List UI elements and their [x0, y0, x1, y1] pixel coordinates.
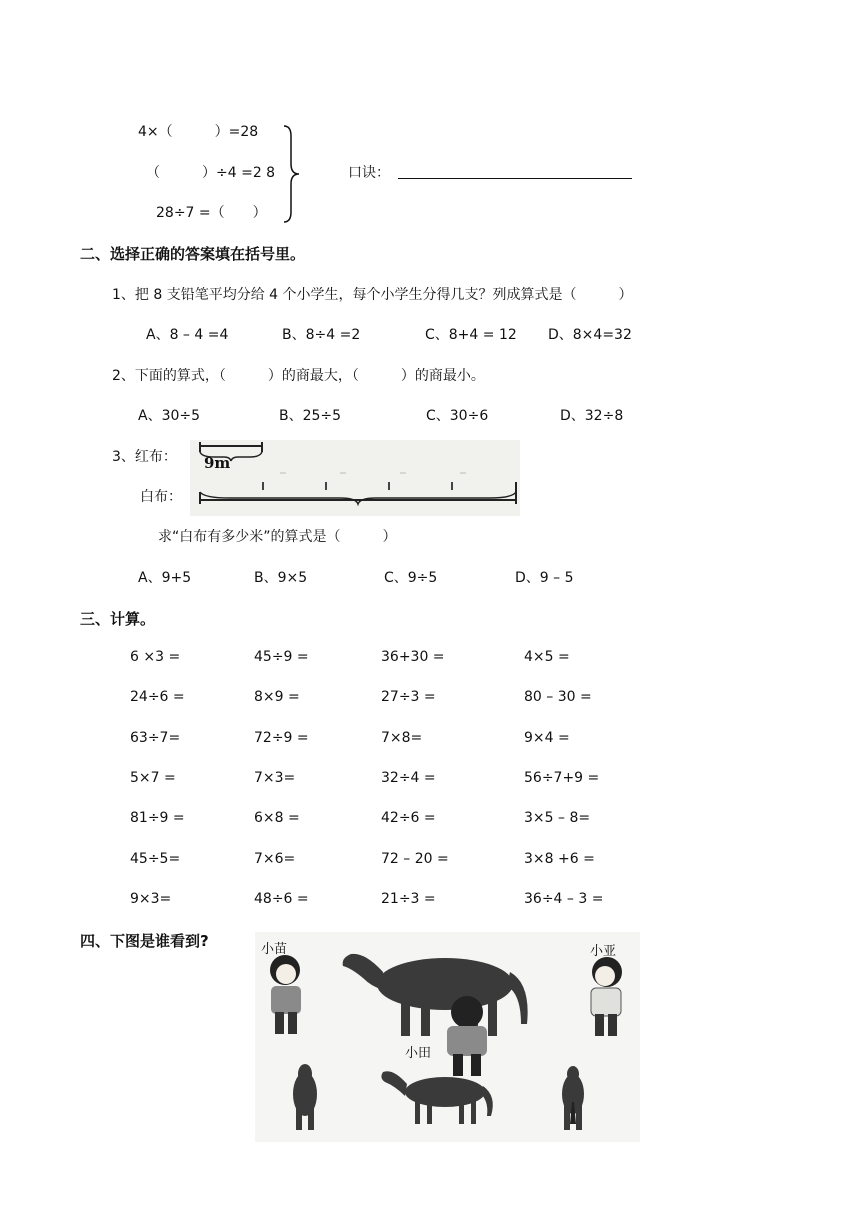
big-horse-icon [343, 954, 528, 1036]
calc-item: 56÷7+9 = [524, 770, 600, 786]
calc-item: 7×8= [381, 730, 423, 746]
calc-item: 3×8 +6 = [524, 851, 595, 867]
q2-option-b: B、25÷5 [279, 408, 342, 424]
calc-item: 24÷6 = [130, 689, 185, 705]
calc-item: 3×5 – 8= [524, 810, 591, 826]
calc-item: 81÷9 = [130, 810, 185, 826]
question-2: 2、下面的算式，（ ）的商最大，（ ）的商最小。 [112, 368, 485, 384]
q3-option-a: A、9+5 [138, 570, 192, 586]
calc-item: 5×7 = [130, 770, 176, 786]
calc-item: 27÷3 = [381, 689, 436, 705]
q1-option-d: D、8×4=32 [548, 327, 632, 343]
calc-item: 4×5 = [524, 649, 570, 665]
calc-item: 72 – 20 = [381, 851, 449, 867]
calc-item: 63÷7= [130, 730, 181, 746]
label-xiaotian: 小田 [405, 1046, 432, 1061]
calc-item: 7×6= [254, 851, 296, 867]
section-3-heading: 三、计算。 [80, 610, 156, 628]
calc-item: 32÷4 = [381, 770, 436, 786]
calc-item: 6×8 = [254, 810, 300, 826]
child-right-icon [591, 957, 622, 1036]
q3-option-d: D、9 – 5 [515, 570, 574, 586]
calc-item: 48÷6 = [254, 891, 309, 907]
question-3: 求“白布有多少米”的算式是（ ） [158, 529, 397, 545]
red-cloth-length-label: 9m [204, 454, 231, 472]
section-4-heading: 四、下图是谁看到? [80, 932, 209, 950]
calc-item: 6 ×3 = [130, 649, 181, 665]
horse-back-view-icon [562, 1066, 584, 1130]
q1-option-a: A、8 – 4 =4 [146, 327, 229, 343]
calc-item: 45÷9 = [254, 649, 309, 665]
calc-item: 72÷9 = [254, 730, 309, 746]
calc-item: 9×3= [130, 891, 172, 907]
q1-option-b: B、8÷4 =2 [282, 327, 361, 343]
horse-side-view-icon [381, 1071, 492, 1124]
koujue-label: 口诀： [348, 165, 390, 181]
calc-item: 45÷5= [130, 851, 181, 867]
calc-item: 21÷3 = [381, 891, 436, 907]
calc-item: 7×3= [254, 770, 296, 786]
question-3-prefix: 3、红布： [112, 449, 177, 465]
q2-option-c: C、30÷6 [426, 408, 489, 424]
label-xiaoya: 小亚 [590, 944, 617, 959]
calc-item: 42÷6 = [381, 810, 436, 826]
q3-option-b: B、9×5 [254, 570, 308, 586]
equation-2: （ ）÷4 =2 8 [146, 165, 276, 181]
equation-1: 4×（ ）=28 [138, 124, 259, 140]
white-cloth-label: 白布： [140, 489, 182, 505]
answer-line [398, 178, 632, 179]
calc-item: 80 – 30 = [524, 689, 592, 705]
child-left-icon [270, 955, 301, 1034]
calc-item: 8×9 = [254, 689, 300, 705]
right-brace [282, 124, 302, 224]
calc-item: 36+30 = [381, 649, 445, 665]
section-2-heading: 二、选择正确的答案填在括号里。 [80, 245, 306, 263]
equation-3: 28÷7 =（ ） [156, 205, 267, 221]
cloth-diagram-svg [190, 440, 520, 516]
child-back-view-icon [447, 996, 487, 1076]
q1-option-c: C、8+4 = 12 [425, 327, 517, 343]
q3-option-c: C、9÷5 [384, 570, 438, 586]
q2-option-a: A、30÷5 [138, 408, 201, 424]
q2-option-d: D、32÷8 [560, 408, 624, 424]
question-1: 1、把 8 支铅笔平均分给 4 个小学生，每个小学生分得几支？列成算式是（ ） [112, 287, 633, 303]
label-xiaomiao: 小苗 [261, 942, 288, 957]
cloth-diagram [190, 440, 520, 516]
horse-front-view-icon [293, 1064, 317, 1130]
calc-item: 9×4 = [524, 730, 570, 746]
horse-scene-svg [255, 932, 640, 1142]
calc-item: 36÷4 – 3 = [524, 891, 604, 907]
horse-observation-picture [255, 932, 640, 1142]
